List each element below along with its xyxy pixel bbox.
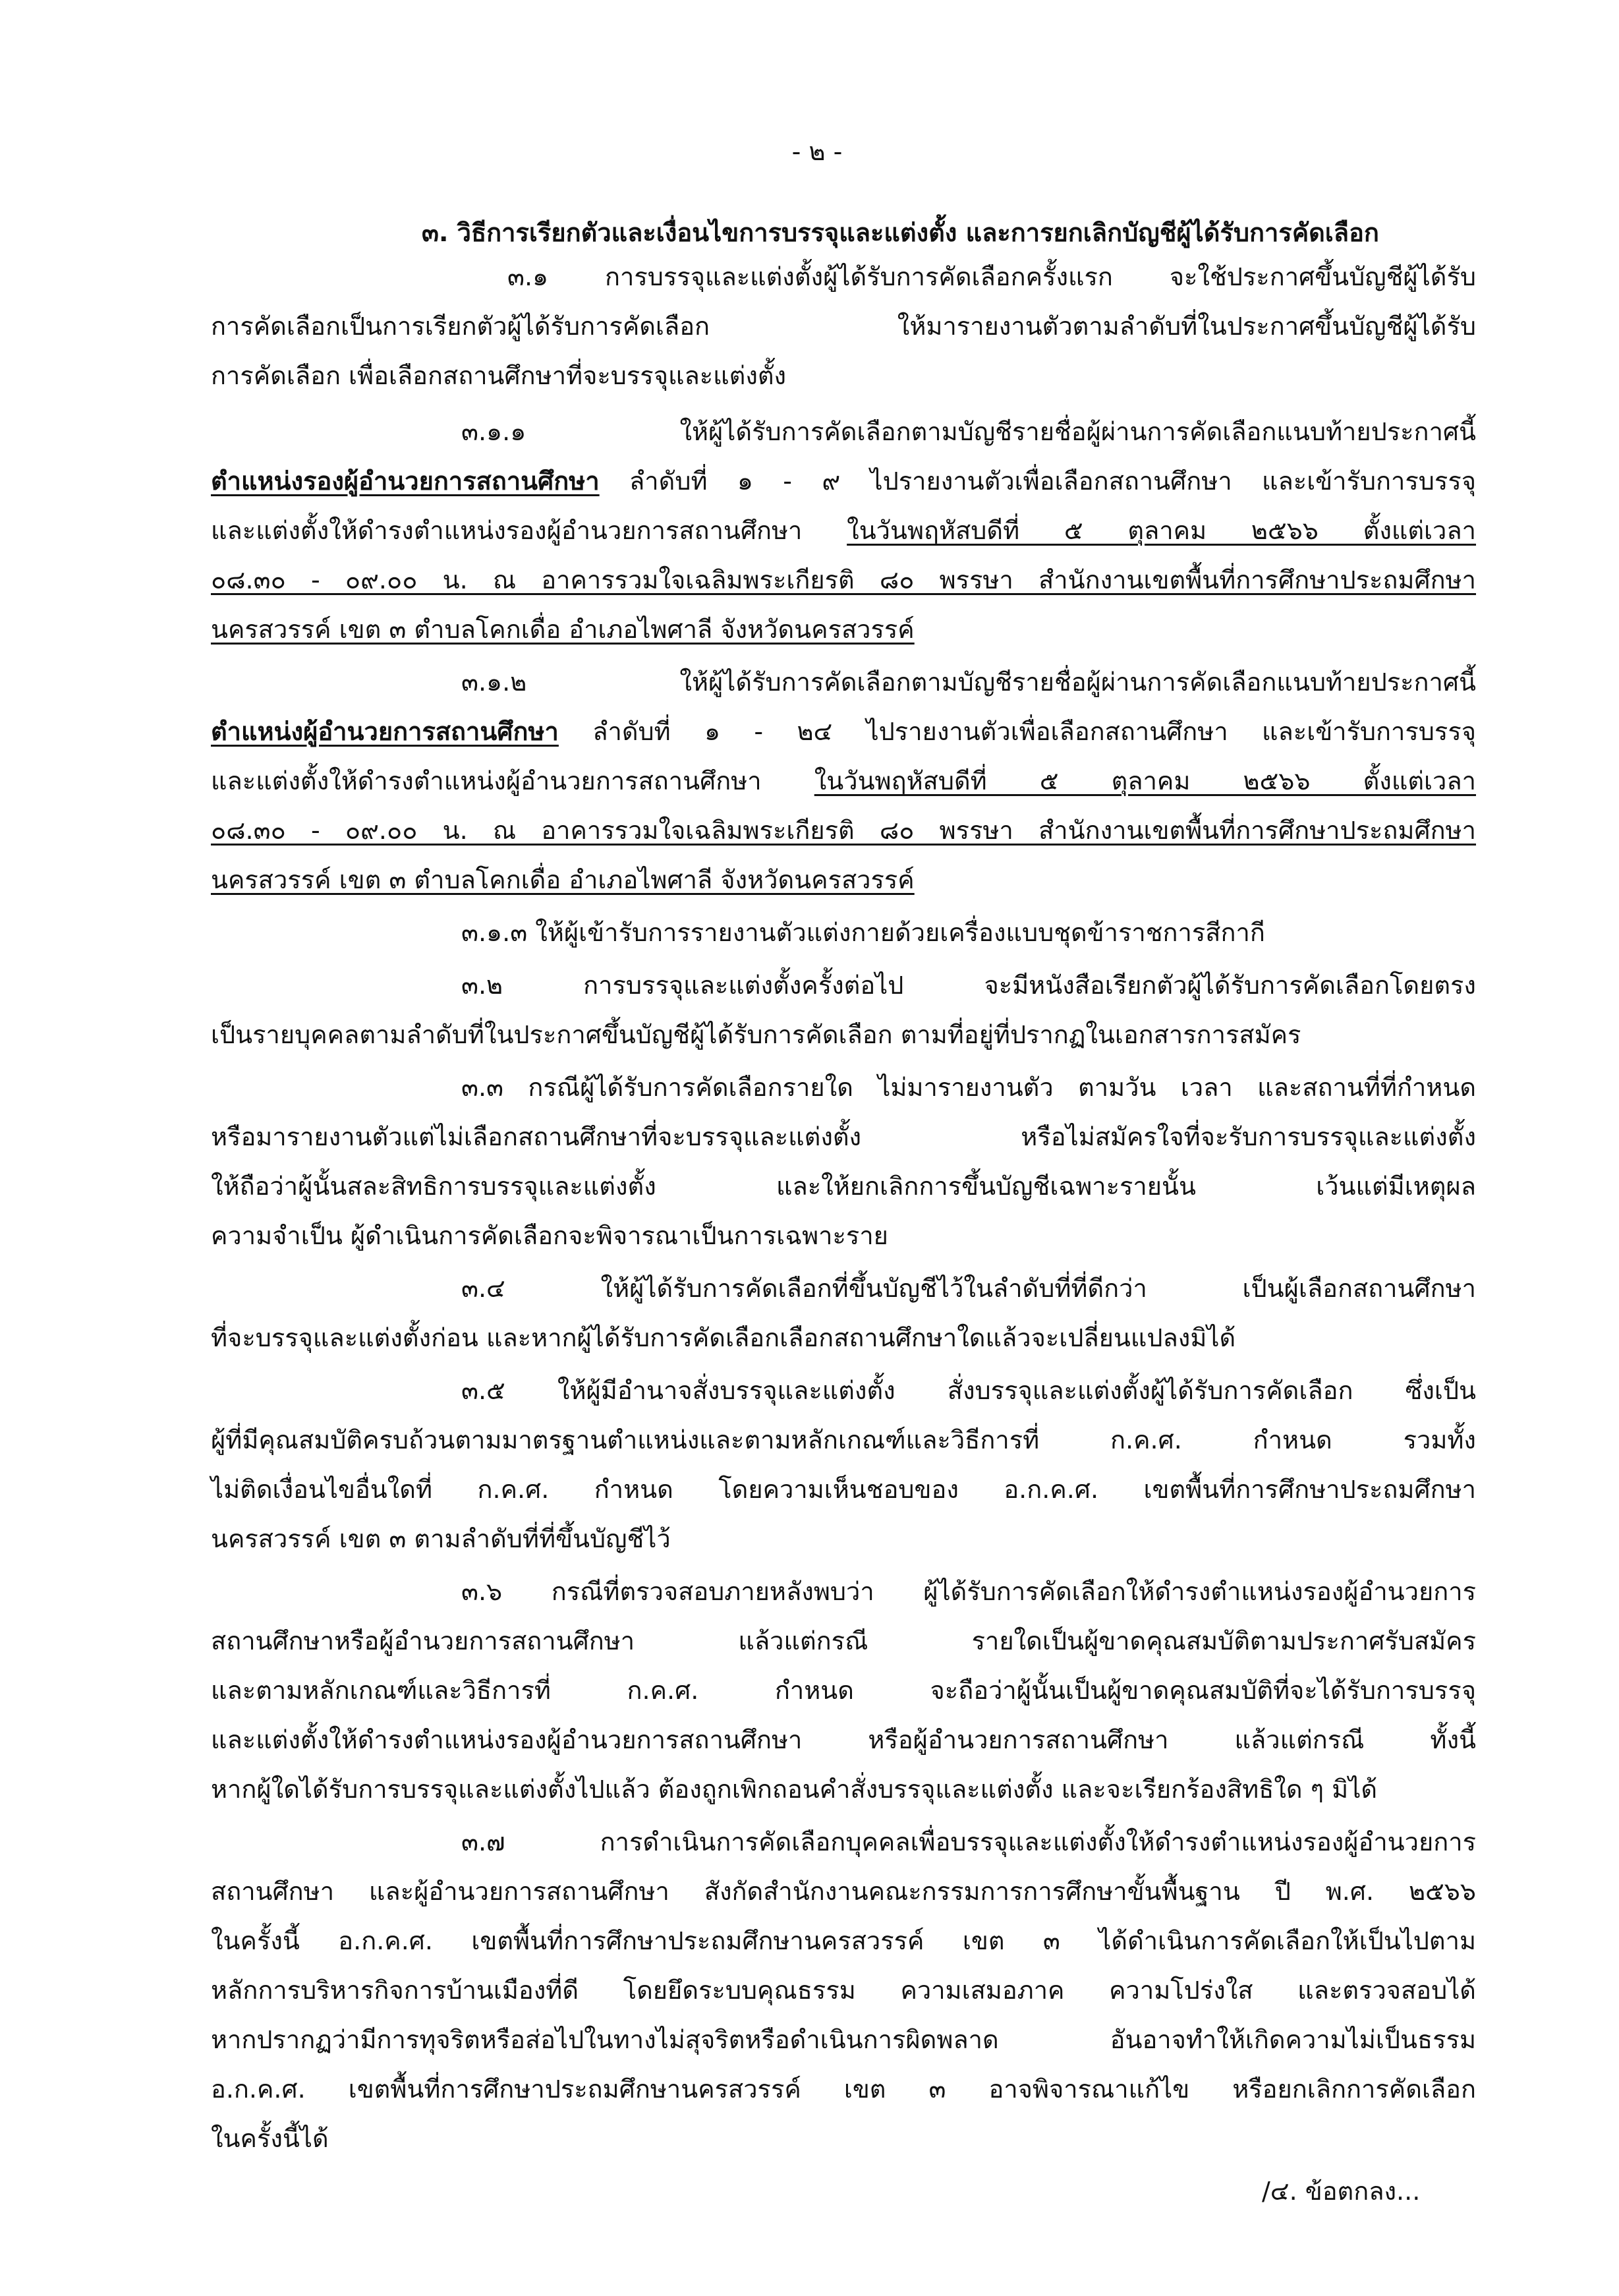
clause-3-5-line-4: นครสวรรค์ เขต ๓ ตามลำดับที่ที่ขึ้นบัญชีไว้ [211,1524,671,1553]
clause-3-6-line-3: และตามหลักเกณฑ์และวิธีการที่ ก.ค.ศ. กำหนด จะถือว่าผู้นั้นเป็นผู้ขาดคุณสมบัติที่จะได้รับการบรรจุ [211,1676,1476,1705]
clause-3-1-2-line-2-rest: ลำดับที่ ๑ - ๒๔ ไปรายงานตัวเพื่อเลือกสถานศึกษา และเข้ารับการบรรจุ [558,717,1476,746]
next-page-continuation: /๔. ข้อตกลง... [1262,2177,1421,2206]
clause-3-3-line-2: หรือมารายงานตัวแต่ไม่เลือกสถานศึกษาที่จะบรรจุและแต่งตั้ง หรือไม่สมัครใจที่จะรับการบรรจุและแต่งตั้ง [211,1122,1476,1151]
clause-3-1-2-report-date: ในวันพฤหัสบดีที่ ๕ ตุลาคม ๒๕๖๖ ตั้งแต่เวลา [814,766,1476,795]
clause-3-1-1-line-1: ๓.๑.๑ ให้ผู้ได้รับการคัดเลือกตามบัญชีรายชื่อผู้ผ่านการคัดเลือกแนบท้ายประกาศนี้ [461,417,1476,446]
vice-director-position: ตำแหน่งรองผู้อำนวยการสถานศึกษา [211,467,600,496]
clause-3-2-line-2: เป็นรายบุคคลตามลำดับที่ในประกาศขึ้นบัญชีผู้ได้รับการคัดเลือก ตามที่อยู่ที่ปรากฏในเอกสารการสมัคร [211,1020,1301,1049]
clause-3-6-line-2: สถานศึกษาหรือผู้อำนวยการสถานศึกษา แล้วแต่กรณี รายใดเป็นผู้ขาดคุณสมบัติตามประกาศรับสมัคร [211,1626,1476,1655]
clause-3-3-line-3: ให้ถือว่าผู้นั้นสละสิทธิการบรรจุและแต่งตั้ง และให้ยกเลิกการขึ้นบัญชีเฉพาะรายนั้น เว้นแต่มีเหตุผล [211,1172,1476,1201]
clause-3-1-line-2: การคัดเลือกเป็นการเรียกตัวผู้ได้รับการคัดเลือก ให้มารายงานตัวตามลำดับที่ในประกาศขึ้นบัญชีผู้ได้รับ [211,312,1476,341]
clause-3-1-2-line-3-text: และแต่งตั้งให้ดำรงตำแหน่งผู้อำนวยการสถานศึกษา [211,766,814,795]
clause-3-7-line-5: หากปรากฏว่ามีการทุจริตหรือส่อไปในทางไม่สุจริตหรือดำเนินการผิดพลาด อันอาจทำให้เกิดความไม่เป็นธรรม [211,2025,1476,2054]
clause-3-1-1-report-date: ในวันพฤหัสบดีที่ ๕ ตุลาคม ๒๕๖๖ ตั้งแต่เวลา [847,516,1476,545]
clause-3-1-1-report-time-place: ๐๘.๓๐ - ๐๙.๐๐ น. ณ อาคารรวมใจเฉลิมพระเกียรติ ๘๐ พรรษา สำนักงานเขตพื้นที่การศึกษาประถมศึกษา [211,565,1476,594]
clause-3-7-line-6: อ.ก.ค.ศ. เขตพื้นที่การศึกษาประถมศึกษานครสวรรค์ เขต ๓ อาจพิจารณาแก้ไข หรือยกเลิกการคัดเลือก [211,2075,1476,2104]
clause-3-6-line-4: และแต่งตั้งให้ดำรงตำแหน่งรองผู้อำนวยการสถานศึกษา หรือผู้อำนวยการสถานศึกษา แล้วแต่กรณี ทั้งนี้ [211,1725,1476,1754]
clause-3-1-line-1: ๓.๑ การบรรจุและแต่งตั้งผู้ได้รับการคัดเลือกครั้งแรก จะใช้ประกาศขึ้นบัญชีผู้ได้รับ [507,262,1476,291]
clause-3-1-1-line-2 [211,465,1476,498]
clause-3-6-line-5: หากผู้ใดได้รับการบรรจุและแต่งตั้งไปแล้ว ต้องถูกเพิกถอนคำสั่งบรรจุและแต่งตั้ง และจะเรียกร้องสิทธิใด ๆ มิได้ [211,1775,1378,1804]
clause-3-7-line-7: ในครั้งนี้ได้ [211,2124,329,2153]
clause-3-5-line-2: ผู้ที่มีคุณสมบัติครบถ้วนตามมาตรฐานตำแหน่งและตามหลักเกณฑ์และวิธีการที่ ก.ค.ศ. กำหนด รวมทั้ง [211,1425,1476,1454]
clause-3-7-line-1: ๓.๗ การดำเนินการคัดเลือกบุคคลเพื่อบรรจุและแต่งตั้งให้ดำรงตำแหน่งรองผู้อำนวยการ [461,1827,1476,1856]
clause-3-1-1-line-3-text: และแต่งตั้งให้ดำรงตำแหน่งรองผู้อำนวยการสถานศึกษา [211,516,847,545]
clause-3-1-1-report-location: นครสวรรค์ เขต ๓ ตำบลโคกเดื่อ อำเภอไพศาลี จังหวัดนครสวรรค์ [211,615,915,644]
clause-3-1-1-line-2-rest: ลำดับที่ ๑ - ๙ ไปรายงานตัวเพื่อเลือกสถานศึกษา และเข้ารับการบรรจุ [599,467,1476,496]
clause-3-3-line-4: ความจำเป็น ผู้ดำเนินการคัดเลือกจะพิจารณาเป็นการเฉพาะราย [211,1221,888,1250]
clause-3-1-2-report-time-place: ๐๘.๓๐ - ๐๙.๐๐ น. ณ อาคารรวมใจเฉลิมพระเกียรติ ๘๐ พรรษา สำนักงานเขตพื้นที่การศึกษาประถมศึกษา [211,816,1476,845]
clause-3-7-line-4: หลักการบริหารกิจการบ้านเมืองที่ดี โดยยึดระบบคุณธรรม ความเสมอภาค ความโปร่งใส และตรวจสอบได้ [211,1976,1476,2005]
clause-3-1-2-report-location: นครสวรรค์ เขต ๓ ตำบลโคกเดื่อ อำเภอไพศาลี จังหวัดนครสวรรค์ [211,865,915,894]
clause-3-1-2-line-1: ๓.๑.๒ ให้ผู้ได้รับการคัดเลือกตามบัญชีรายชื่อผู้ผ่านการคัดเลือกแนบท้ายประกาศนี้ [461,668,1476,697]
clause-3-1-2-line-2 [211,715,1476,748]
clause-3-1-line-3: การคัดเลือก เพื่อเลือกสถานศึกษาที่จะบรรจุและแต่งตั้ง [211,361,787,390]
section-3-heading: ๓. วิธีการเรียกตัวและเงื่อนไขการบรรจุและแต่งตั้ง และการยกเลิกบัญชีผู้ได้รับการคัดเลือก [422,218,1379,247]
clause-3-1-1-line-3 [211,514,1476,547]
clause-3-4-line-1: ๓.๔ ให้ผู้ได้รับการคัดเลือกที่ขึ้นบัญชีไว้ในลำดับที่ที่ดีกว่า เป็นผู้เลือกสถานศึกษา [461,1274,1476,1303]
clause-3-5-line-3: ไม่ติดเงื่อนไขอื่นใดที่ ก.ค.ศ. กำหนด โดยความเห็นชอบของ อ.ก.ค.ศ. เขตพื้นที่การศึกษาประถมศึกษา [211,1475,1476,1504]
page-number: - ๒ - [791,137,843,166]
clause-3-7-line-2: สถานศึกษา และผู้อำนวยการสถานศึกษา สังกัดสำนักงานคณะกรรมการการศึกษาขั้นพื้นฐาน ปี พ.ศ. ๒๕๖๖ [211,1877,1476,1906]
clause-3-6-line-1: ๓.๖ กรณีที่ตรวจสอบภายหลังพบว่า ผู้ได้รับการคัดเลือกให้ดำรงตำแหน่งรองผู้อำนวยการ [461,1577,1476,1606]
clause-3-7-line-3: ในครั้งนี้ อ.ก.ค.ศ. เขตพื้นที่การศึกษาประถมศึกษานครสวรรค์ เขต ๓ ได้ดำเนินการคัดเลือกให้เป็นไปตาม [211,1926,1476,1955]
clause-3-1-3: ๓.๑.๓ ให้ผู้เข้ารับการรายงานตัวแต่งกายด้วยเครื่องแบบชุดข้าราชการสีกากี [461,918,1265,947]
clause-3-4-line-2: ที่จะบรรจุและแต่งตั้งก่อน และหากผู้ได้รับการคัดเลือกเลือกสถานศึกษาใดแล้วจะเปลี่ยนแปลงมิได้ [211,1323,1236,1352]
clause-3-1-2-line-3 [211,764,1476,797]
clause-3-3-line-1: ๓.๓ กรณีผู้ได้รับการคัดเลือกรายใด ไม่มารายงานตัว ตามวัน เวลา และสถานที่ที่กำหนด [461,1073,1476,1102]
director-position: ตำแหน่งผู้อำนวยการสถานศึกษา [211,717,559,746]
clause-3-5-line-1: ๓.๕ ให้ผู้มีอำนาจสั่งบรรจุและแต่งตั้ง สั่งบรรจุและแต่งตั้งผู้ได้รับการคัดเลือก ซึ่งเป็น [461,1376,1476,1405]
clause-3-2-line-1: ๓.๒ การบรรจุและแต่งตั้งครั้งต่อไป จะมีหนังสือเรียกตัวผู้ได้รับการคัดเลือกโดยตรง [461,971,1476,1000]
